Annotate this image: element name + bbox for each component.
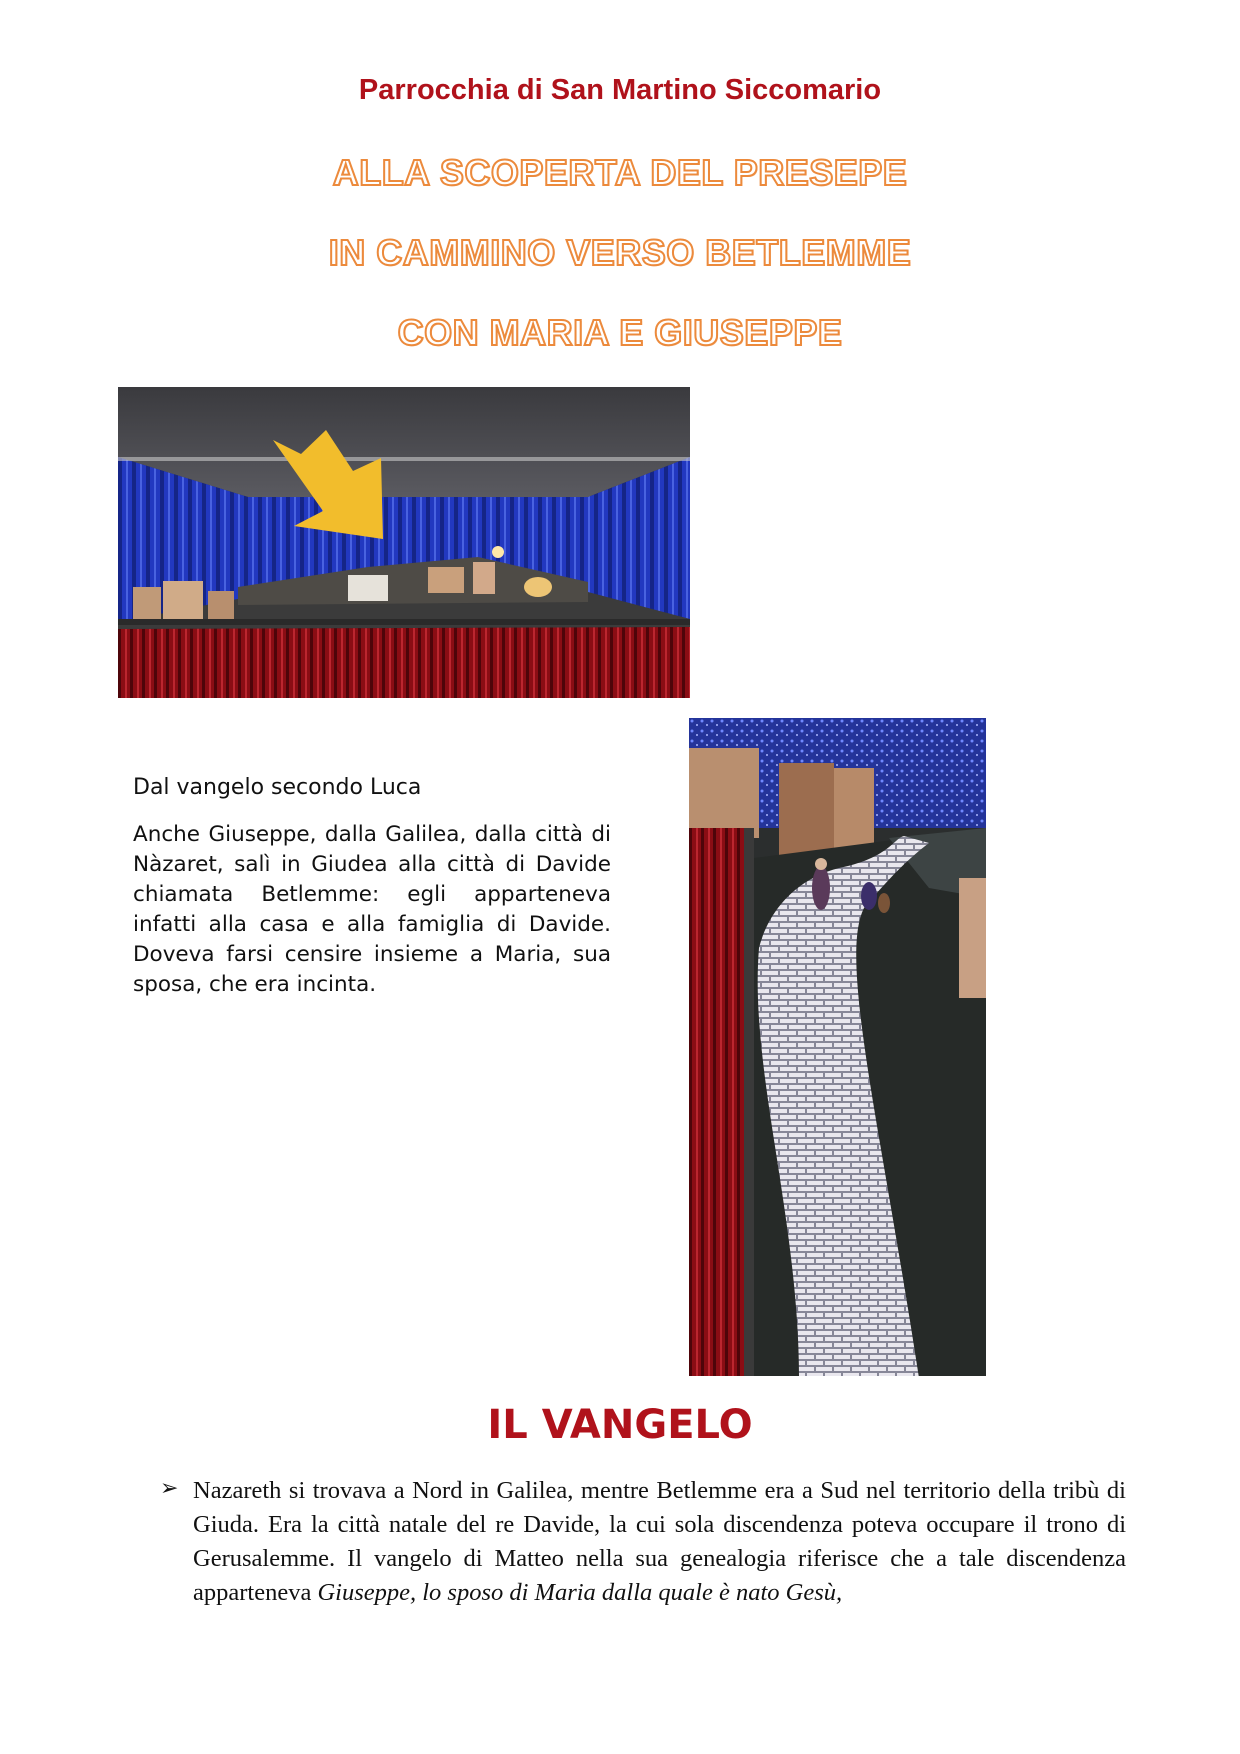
nativity-path-photo xyxy=(689,718,986,1376)
title-line-1: ALLA SCOPERTA DEL PRESEPE xyxy=(332,152,908,193)
bullet-paragraph xyxy=(193,1474,1126,1610)
nativity-overview-photo xyxy=(118,387,690,698)
bullet-text-regular: Nazareth si trovava a Nord in Galilea, mentre Betlemme era a Sud nel territorio della tribù di Giuda. Era la città natale del re Davide, la cui sola discendenza poteva occupare il trono di Gerusalemme. Il vangelo di Matteo nella sua genealogia riferisce che a tale discendenza apparteneva xyxy=(193,1477,1126,1606)
section-title: IL VANGELO xyxy=(487,1402,753,1448)
title-line-2: IN CAMMINO VERSO BETLEMME xyxy=(328,232,912,273)
gospel-quote: Anche Giuseppe, dalla Galilea, dalla città di Nàzaret, salì in Giudea alla città di Davide chiamata Betlemme: egli apparteneva infatti alla casa e alla famiglia di Davide. Doveva farsi censire insieme a Maria, sua sposa, che era incinta. xyxy=(133,822,611,997)
gospel-source: Dal vangelo secondo Luca xyxy=(133,775,422,800)
title-line-3: CON MARIA E GIUSEPPE xyxy=(397,312,843,353)
arrowhead-bullet-icon: ➢ xyxy=(160,1476,179,1501)
parish-name: Parrocchia di San Martino Siccomario xyxy=(358,74,882,106)
bullet-item xyxy=(160,1474,1126,1610)
bullet-text-italic: Giuseppe, lo sposo di Maria dalla quale è nato Gesù, xyxy=(317,1579,843,1606)
